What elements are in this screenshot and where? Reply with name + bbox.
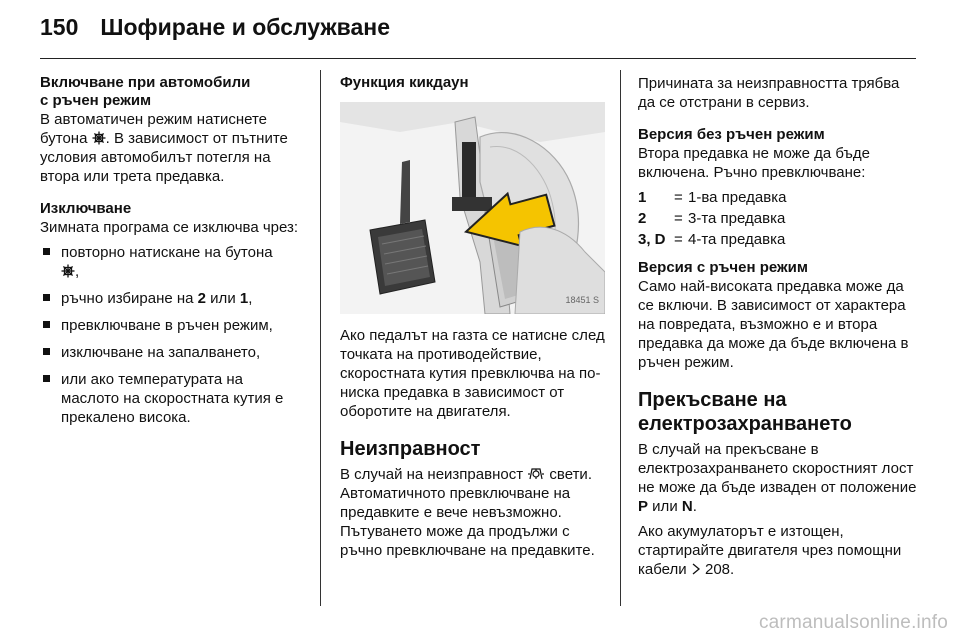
list-item: превключване в ръчен режим, [40,316,302,335]
pedal-illustration [340,102,605,314]
paragraph-kickdown: Ако педалът на газта се натисне след точката на противодействие, скоростната кутия превключва на по-ниска предавка в зависимост от оборотите на двигателя. [340,327,605,420]
gear-row-eq: = [674,210,683,227]
column-1 [40,74,302,435]
column-divider-2 [620,70,621,606]
gear-row-eq: = [674,231,683,248]
watermark: carmanualsonline.info [758,612,948,633]
page-reference-link[interactable]: 208. [704,561,735,578]
paragraph-no-manual: Втора предавка не може да бъде включена. Ръчно превключване: [638,145,870,181]
paragraph-service: Причината за неизправността трябва да се отстрани в сервиз. [638,75,900,111]
gear-row-value: 3-та предавка [688,210,786,227]
gear-row-key: 3, D [638,231,666,248]
page-reference-icon [691,563,701,575]
list-item: изключване на запалването, [40,343,302,362]
section-heading-off: Изключване [40,200,132,217]
gear-row-value: 4-та предавка [688,231,786,248]
gear-mapping-table [638,188,918,249]
section-heading-no-manual: Версия без ръчен режим [638,126,825,143]
paragraph-off-intro: Зимната програма се изключва чрез: [40,219,299,236]
list-item: ръчно избиране на 2 или 1, [40,289,302,308]
column-2 [340,74,605,566]
gear-row-key: 2 [638,210,647,227]
paragraph-battery: Ако акумулаторът е изтощен, стартирайте двигателя чрез помощни кабели 208. [638,523,902,578]
snowflake-icon [92,131,106,145]
section-heading-winter-manual: Включване при автомобили с ръчен режим [40,74,251,109]
snowflake-icon [61,264,75,278]
gear-row-eq: = [674,189,683,206]
paragraph-fault: В случай на неизправност свети. Автоматичното превключване на предавките е вече невъзможно. Пътуването може да продължи с ръчно превключване на предавките. [340,466,595,559]
list-item: или ако температурата на маслото на скоростната кутия е прекалено висока. [40,370,302,427]
gear-row-value: 1-ва предавка [688,189,787,206]
section-heading-with-manual: Версия с ръчен режим [638,259,808,276]
column-divider-1 [320,70,321,606]
page-title: Шофиране и обслужване [100,14,390,40]
section-heading-kickdown: Функция кикдаун [340,74,469,91]
column-3 [638,74,918,585]
list-item: повторно натискане на бутона , [40,243,302,281]
transmission-warning-icon [527,466,545,481]
paragraph-with-manual: Само най-високата предавка може да се включи. В зависимост от характера на повредата, възможно е и втора предавка да може да бъде включена в ръчен режим. [638,278,909,371]
section-heading-fault: Неизправност [340,438,481,460]
header-divider [40,58,916,59]
figure-number: 18451 S [565,295,599,305]
paragraph-winter-activate: В автоматичен режим натиснете бутона . В зависимост от пътните условия автомобилът потегля на втора или трета предавка. [40,111,288,185]
gear-row-key: 1 [638,189,647,206]
paragraph-power-interrupt: В случай на прекъсване в електрозахранването скоростният лост не може да бъде изваден от положение P или N. [638,441,917,515]
kickdown-pedal-figure [340,102,605,314]
off-bullet-list [40,243,302,427]
page-number: 150 [40,14,79,40]
page-header [40,14,390,54]
section-heading-power-interrupt: Прекъсване на електрозахранването [638,389,852,435]
